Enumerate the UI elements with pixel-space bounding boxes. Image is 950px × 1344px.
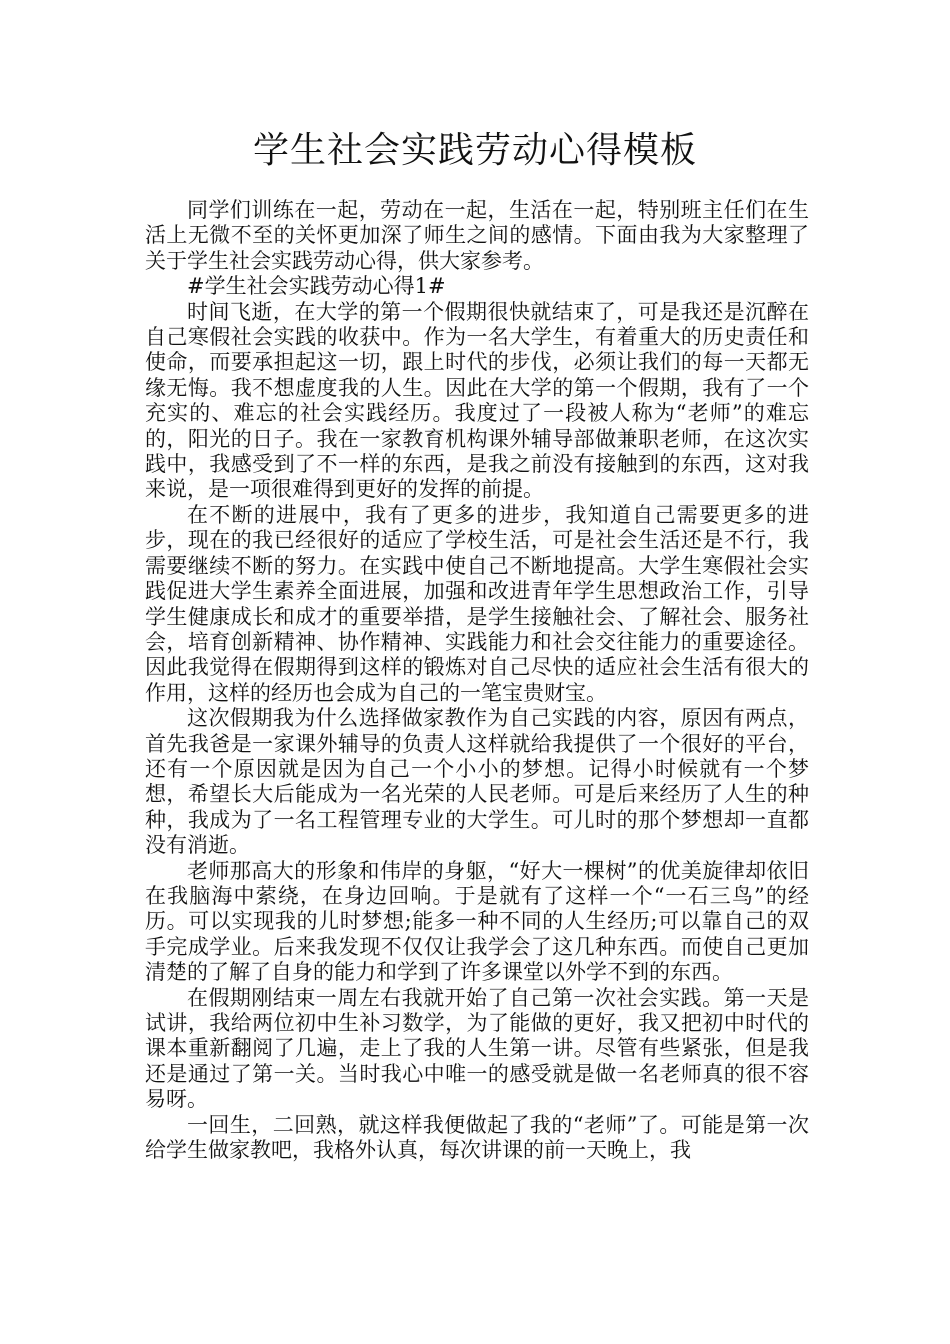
body-paragraph: 时间飞逝，在大学的第一个假期很快就结束了，可是我还是沉醉在自己寒假社会实践的收获中。作为一名大学生，有着重大的历史责任和使命，而要承担起这一切，跟上时代的步伐，必须让我们的每一天都无缘无悔。我不想虚度我的人生。因此在大学的第一个假期，我有了一个充实的、难忘的社会实践经历。我度过了一段被人称为“老师”的难忘的，阳光的日子。我在一家教育机构课外辅导部做兼职老师，在这次实践中，我感受到了不一样的东西，是我之前没有接触到的东西，这对我来说，是一项很难得到更好的发挥的前提。 (145, 299, 809, 502)
document-title: 学生社会实践劳动心得模板 (252, 130, 697, 171)
body-paragraph: 一回生，二回熟，就这样我便做起了我的“老师”了。可能是第一次给学生做家教吧，我格外认真，每次讲课的前一天晚上，我 (145, 1112, 809, 1163)
section-heading: #学生社会实践劳动心得1# (187, 274, 446, 299)
body-paragraph: 老师那高大的形象和伟岸的身躯，“好大一棵树”的优美旋律却依旧在我脑海中萦绕，在身边回响。于是就有了这样一个“一石三鸟”的经历。可以实现我的儿时梦想;能多一种不同的人生经历;可以靠自己的双手完成学业。后来我发现不仅仅让我学会了这几种东西。而使自己更加清楚的了解了自身的能力和学到了许多课堂以外学不到的东西。 (145, 858, 809, 985)
body-paragraph: 在不断的进展中，我有了更多的进步，我知道自己需要更多的进步，现在的我已经很好的适应了学校生活，可是社会生活还是不行，我需要继续不断的努力。在实践中使自己不断地提高。大学生寒假社会实践促进大学生素养全面进展，加强和改进青年学生思想政治工作，引导学生健康成长和成才的重要举措，是学生接触社会、了解社会、服务社会，培育创新精神、协作精神、实践能力和社会交往能力的重要途径。因此我觉得在假期得到这样的锻炼对自己尽快的适应社会生活有很大的作用，这样的经历也会成为自己的一笔宝贵财宝。 (145, 502, 809, 705)
body-paragraph: 这次假期我为什么选择做家教作为自己实践的内容，原因有两点，首先我爸是一家课外辅导的负责人这样就给我提供了一个很好的平台，还有一个原因就是因为自己一个小小的梦想。记得小时候就有一个梦想，希望长大后能成为一名光荣的人民老师。可是后来经历了人生的种种，我成为了一名工程管理专业的大学生。可儿时的那个梦想却一直都没有消逝。 (145, 706, 809, 858)
document-body (145, 198, 809, 1163)
intro-paragraph: 同学们训练在一起，劳动在一起，生活在一起，特别班主任们在生活上无微不至的关怀更加深了师生之间的感情。下面由我为大家整理了关于学生社会实践劳动心得，供大家参考。 (145, 198, 809, 273)
body-paragraph: 在假期刚结束一周左右我就开始了自己第一次社会实践。第一天是试讲，我给两位初中生补习数学，为了能做的更好，我又把初中时代的课本重新翻阅了几遍，走上了我的人生第一讲。尽管有些紧张，但是我还是通过了第一关。当时我心中唯一的感受就是做一名老师真的很不容易呀。 (145, 985, 809, 1112)
